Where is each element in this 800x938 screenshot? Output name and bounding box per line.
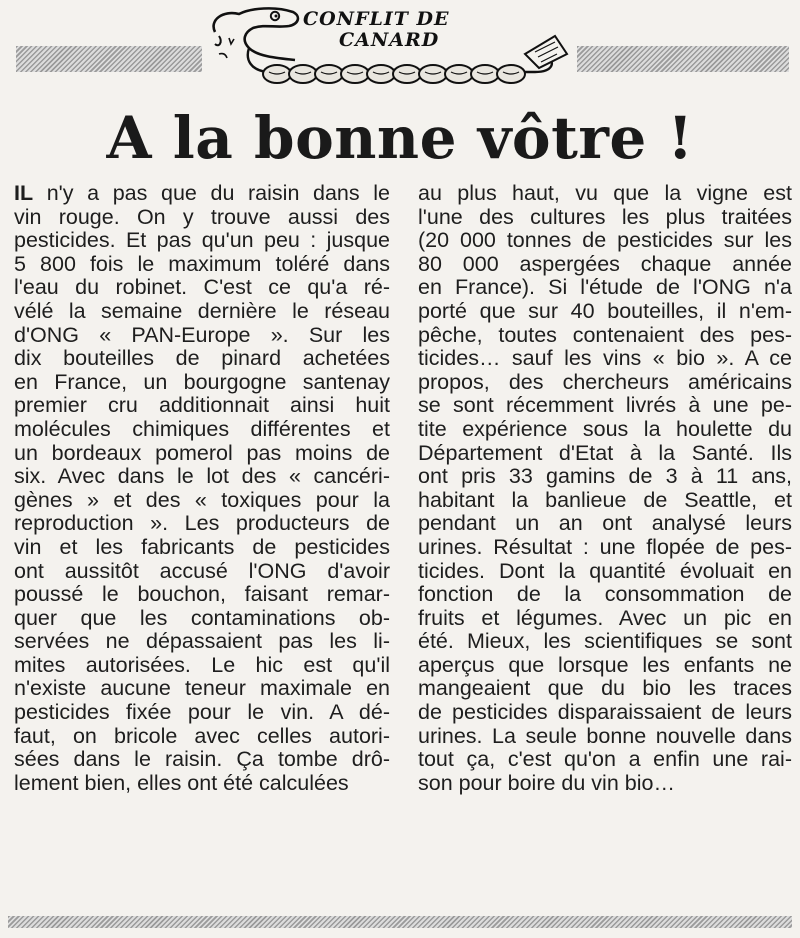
article-line: quer que les contaminations ob- — [14, 605, 390, 630]
article-line: l'eau du robinet. C'est ce qu'a ré- — [14, 275, 390, 300]
article-line: fruits et légumes. Avec un pic en — [418, 605, 792, 630]
article-line: fonction de la consommation de — [418, 582, 792, 607]
article-line: servées ne dépassaient pas les li- — [14, 629, 390, 654]
article-line: urines. Résultat : une flopée de pes- — [418, 534, 792, 559]
article-line: mangeaient que du bio les traces — [418, 676, 792, 701]
article-line: mites autorisées. Le hic est qu'il — [14, 652, 390, 677]
article-line: ont aussitôt accusé l'ONG d'avoir — [14, 558, 390, 583]
article-line: vin rouge. On y trouve aussi des — [14, 204, 390, 229]
article-headline: A la bonne vôtre ! — [106, 104, 694, 172]
article-line: porté que sur 40 bouteilles, il n'em- — [418, 298, 792, 323]
article-line: six. Avec dans le lot des « cancéri- — [14, 464, 390, 489]
article-line: 80 000 aspergées chaque année — [418, 251, 792, 276]
article-line: vélé la semaine dernière le réseau — [14, 298, 390, 323]
article-line: pêche, toutes contenaient des pes- — [418, 322, 792, 347]
article-line: habitant la banlieue de Seattle, et — [418, 487, 792, 512]
article-line: molécules chimiques différentes et — [14, 416, 390, 441]
article-line: en France). Si l'étude de l'ONG n'a — [418, 275, 792, 300]
article-line: faut, on bricole avec celles autori- — [14, 723, 390, 748]
article-line: propos, des chercheurs américains — [418, 369, 792, 394]
article-line: dix bouteilles de pinard achetées — [14, 346, 390, 371]
article-line: tite expérience sous la houlette du — [418, 416, 792, 441]
article-line: poussé le bouchon, faisant remar- — [14, 582, 390, 607]
article-line: ticides. Dont la quantité évoluait en — [418, 558, 792, 583]
article-line: gènes » et des « toxiques pour la — [14, 487, 390, 512]
article-line: ont pris 33 gamins de 3 à 11 ans, — [418, 464, 792, 489]
article-line: 5 800 fois le maximum toléré dans — [14, 251, 390, 276]
article-line-text: n'y a pas que du raisin dans le — [33, 181, 390, 205]
article-line: reproduction ». Les producteurs de — [14, 511, 390, 536]
article-line: pesticides fixée pour le vin. A dé- — [14, 700, 390, 725]
article-line: urines. La seule bonne nouvelle dans — [418, 723, 792, 748]
article-line: premier cru additionnait ainsi huit — [14, 393, 390, 418]
rubric-logo — [205, 2, 575, 94]
article-column-1 — [14, 182, 390, 795]
article-line: été. Mieux, les scientifiques se sont — [418, 629, 792, 654]
article-line: sées dans le raisin. Ça tombe drô- — [14, 747, 390, 772]
article-line: lement bien, elles ont été calculées — [14, 770, 349, 795]
duck-caricature-icon — [205, 2, 575, 94]
article-line: au plus haut, vu que la vigne est — [418, 181, 792, 205]
article-line: pendant un an ont analysé leurs — [418, 511, 792, 536]
article-line: tout ça, c'est qu'on a enfin une rai- — [418, 747, 792, 772]
article-line: se sont récemment livrés à une pe- — [418, 393, 792, 418]
header-rule-right — [577, 46, 789, 72]
article-line: (20 000 tonnes de pesticides sur les — [418, 228, 792, 253]
article-line: pesticides. Et pas qu'un peu : jusque — [14, 228, 390, 253]
article-line: son pour boire du vin bio… — [418, 770, 675, 795]
article-line: d'ONG « PAN-Europe ». Sur les — [14, 322, 390, 347]
article-line: ticides… sauf les vins « bio ». A ce — [418, 346, 792, 371]
article-lead-word: IL — [14, 181, 34, 205]
article-line: aperçus que lorsque les enfants ne — [418, 652, 792, 677]
article-line: en France, un bourgogne santenay — [14, 369, 390, 394]
article-column-2 — [418, 182, 792, 795]
article-line — [14, 182, 390, 206]
footer-rule — [8, 916, 792, 928]
article-line: vin et les fabricants de pesticides — [14, 534, 390, 559]
rubric-line-2: CANARD — [339, 29, 440, 51]
header-rule-left — [16, 46, 202, 72]
article-line: de pesticides disparaissaient de leurs — [418, 700, 792, 725]
article-line: Département d'Etat à la Santé. Ils — [418, 440, 792, 465]
rubric-line-1: CONFLIT DE — [303, 8, 450, 30]
article-line: l'une des cultures les plus traitées — [418, 204, 792, 229]
article-line: un bordeaux pomerol pas moins de — [14, 440, 390, 465]
article-line: n'existe aucune teneur maximale en — [14, 676, 390, 701]
